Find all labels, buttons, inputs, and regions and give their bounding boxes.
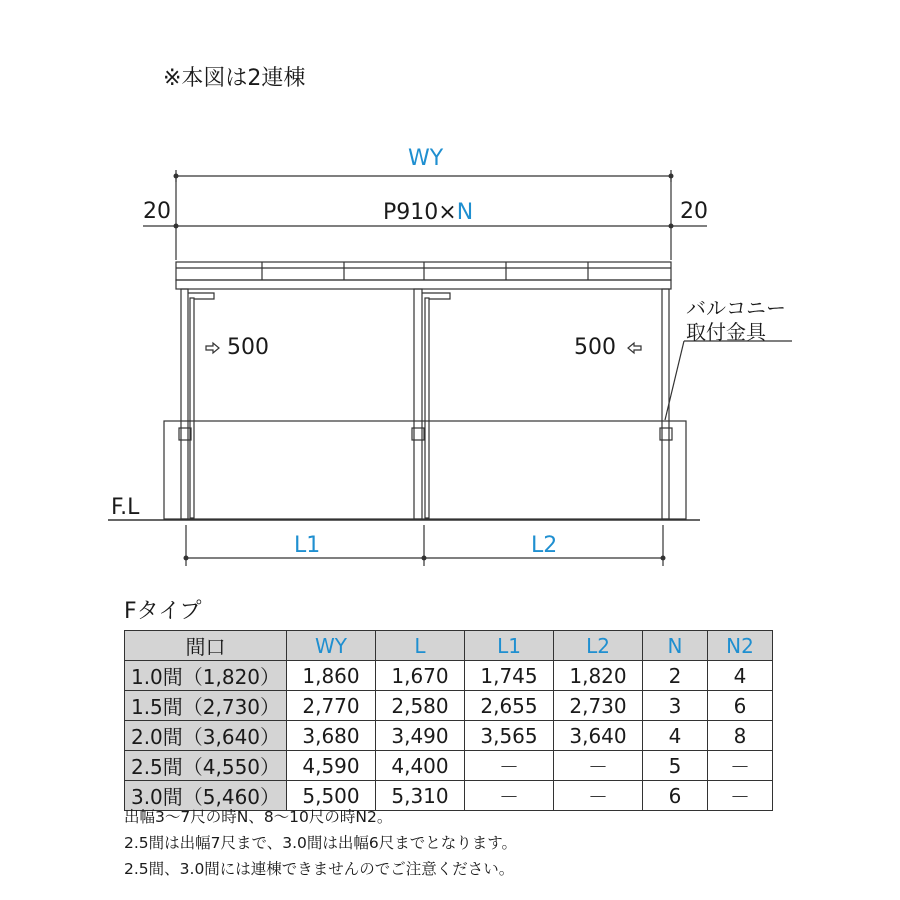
note-line-3: 2.5間、3.0間には連棟できませんのでご注意ください。 (124, 860, 515, 878)
l1-label: L1 (294, 533, 321, 558)
roof-beam (176, 280, 671, 289)
table-cell: 2.0間（3,640） (125, 721, 287, 751)
gap-left-label: 20 (143, 199, 171, 224)
table-cell: － (554, 751, 643, 781)
p910-prefix: P910× (383, 200, 457, 225)
spec-table (124, 630, 773, 811)
balcony-label-line1: バルコニー (686, 296, 786, 320)
table-cell: 5 (643, 751, 708, 781)
gap-right-label: 20 (680, 199, 708, 224)
table-cell: 4 (643, 721, 708, 751)
dist-right-label: 500 (574, 335, 616, 360)
post-right (662, 289, 669, 519)
table-cell: 4,400 (376, 751, 465, 781)
table-cell: 2.5間（4,550） (125, 751, 287, 781)
table-cell: 5,310 (376, 781, 465, 811)
table-cell: 1,745 (465, 661, 554, 691)
table-row (125, 751, 773, 781)
table-cell: － (465, 781, 554, 811)
table-cell: 1.0間（1,820） (125, 661, 287, 691)
dist-left-label: 500 (227, 335, 269, 360)
table-cell: 3 (643, 691, 708, 721)
table-cell: 1,860 (287, 661, 376, 691)
diagram-note: ※本図は2連棟 (163, 66, 306, 91)
table-cell: 3,565 (465, 721, 554, 751)
table-cell: 1.5間（2,730） (125, 691, 287, 721)
table-cell: 2,655 (465, 691, 554, 721)
wy-label: WY (408, 146, 444, 171)
post-center (414, 289, 422, 519)
table-row (125, 721, 773, 751)
note-line-1: 出幅3～7尺の時N、8～10尺の時N2。 (124, 808, 393, 826)
arrow-right-icon (206, 343, 219, 353)
balcony-bracket-leader (665, 341, 684, 420)
table-cell: 3,640 (554, 721, 643, 751)
table-cell: 5,500 (287, 781, 376, 811)
table-cell: 1,820 (554, 661, 643, 691)
col-header: L2 (554, 631, 643, 661)
table-cell: 2 (643, 661, 708, 691)
col-header: 間口 (125, 631, 287, 661)
table-cell: － (708, 751, 773, 781)
post-left (181, 289, 188, 519)
table-cell: 3.0間（5,460） (125, 781, 287, 811)
table-cell: 3,680 (287, 721, 376, 751)
table-cell: 6 (643, 781, 708, 811)
col-header: N (643, 631, 708, 661)
table-row (125, 691, 773, 721)
table-cell: 6 (708, 691, 773, 721)
table-cell: － (554, 781, 643, 811)
table-row (125, 661, 773, 691)
table-cell: － (465, 751, 554, 781)
l2-label: L2 (531, 533, 558, 558)
table-cell: 4 (708, 661, 773, 691)
col-header: L1 (465, 631, 554, 661)
table-cell: 2,580 (376, 691, 465, 721)
table-cell: 8 (708, 721, 773, 751)
col-header: N2 (708, 631, 773, 661)
note-line-2: 2.5間は出幅7尺まで、3.0間は出幅6尺までとなります。 (124, 834, 517, 852)
table-cell: 3,490 (376, 721, 465, 751)
table-header-row (125, 631, 773, 661)
table-cell: 2,730 (554, 691, 643, 721)
arrow-left-icon (628, 343, 641, 353)
table-cell: 2,770 (287, 691, 376, 721)
table-cell: 1,670 (376, 661, 465, 691)
p910-n: N (456, 200, 474, 225)
col-header: WY (287, 631, 376, 661)
col-header: L (376, 631, 465, 661)
balcony-label-line2: 取付金具 (686, 320, 766, 344)
table-cell: － (708, 781, 773, 811)
p910-label (383, 200, 473, 225)
fl-label: F.L (111, 495, 140, 520)
table-heading: Fタイプ (124, 599, 202, 624)
table-cell: 4,590 (287, 751, 376, 781)
